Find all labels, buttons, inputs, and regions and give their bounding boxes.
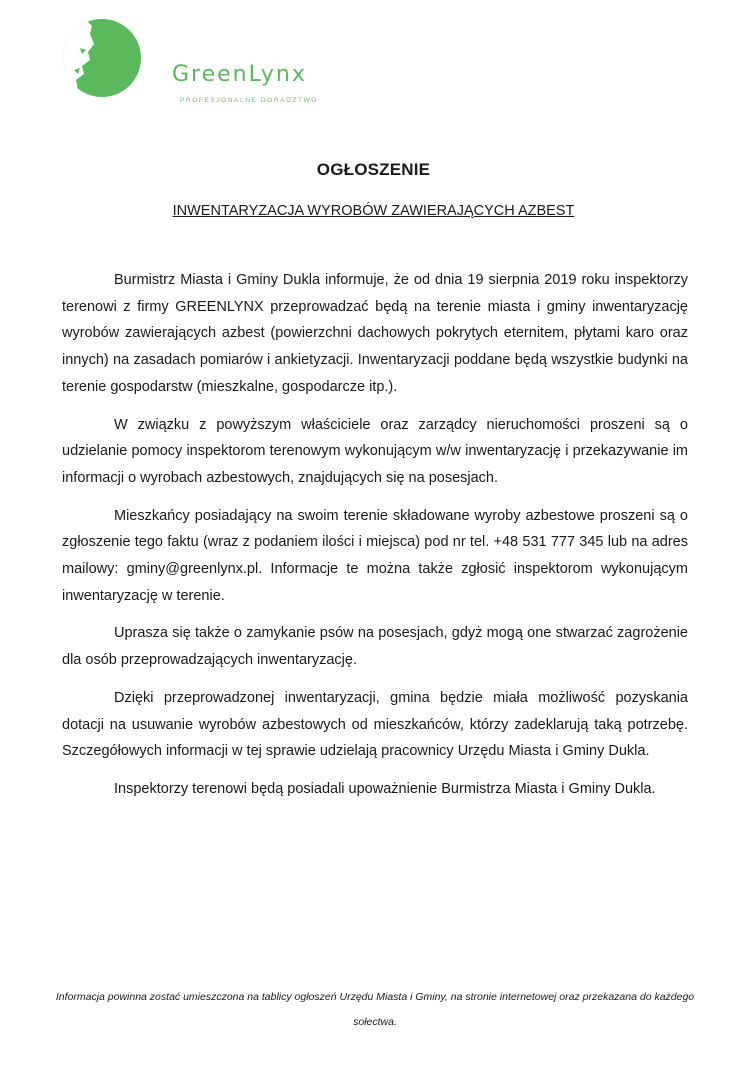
- brand-tagline: PROFESJONALNE DORADZTWO: [180, 97, 318, 104]
- greenlynx-logo: [62, 18, 362, 104]
- brand-name: GreenLynx: [172, 62, 307, 87]
- page-subtitle: INWENTARYZACJA WYROBÓW ZAWIERAJĄCYCH AZBEST: [172, 203, 575, 219]
- paragraph: Uprasza się także o zamykanie psów na posesjach, gdyż mogą one stwarzać zagrożenie dla osób przeprowadzających inwentaryzację.: [62, 625, 688, 669]
- announcement-body: [62, 267, 688, 814]
- paragraph: Burmistrz Miasta i Gminy Dukla informuje, że od dnia 19 sierpnia 2019 roku inspektorzy terenowi z firmy GREENLYNX przeprowadzać będą na terenie miasta i gminy inwentaryzację wyrobów zawierających azbest (powierzchni dachowych pokrytych eternitem, płytami karo oraz innych) na zasadach pomiarów i ankietyzacji. Inwentaryzacji poddane będą wszystkie budynki na terenie gospodarstw (mieszkalne, gospodarcze itp.).: [62, 272, 688, 395]
- lynx-head-icon: [62, 18, 142, 98]
- paragraph: Mieszkańcy posiadający na swoim terenie składowane wyroby azbestowe proszeni są o zgłoszenie tego faktu (wraz z podaniem ilości i miejsca) pod nr tel. +48 531 777 345 lub na adres mailowy: gminy@greenlynx.pl. Informacje te można także zgłosić inspektorom wykonującym inwentaryzację w terenie.: [62, 507, 688, 604]
- paragraph: Dzięki przeprowadzonej inwentaryzacji, gmina będzie miała możliwość pozyskania dotacji na usuwanie wyrobów azbestowych od mieszkańców, którzy zadeklarują taką potrzebę. Szczegółowych informacji w tej sprawie udzielają pracownicy Urzędu Miasta i Gminy Dukla.: [62, 689, 688, 760]
- paragraph: W związku z powyższym właściciele oraz zarządcy nieruchomości proszeni są o udzielanie pomocy inspektorom terenowym wykonującym w/w inwentaryzację i przekazywanie im informacji o wyrobach azbestowych, znajdujących się na posesjach.: [62, 416, 688, 486]
- paragraph: Inspektorzy terenowi będą posiadali upoważnienie Burmistrza Miasta i Gminy Dukla.: [114, 780, 656, 797]
- footer-note: Informacja powinna zostać umieszczona na tablicy ogłoszeń Urzędu Miasta i Gminy, na stronie internetowej oraz przekazana do każdego sołectwa.: [55, 991, 695, 1028]
- page-title: OGŁOSZENIE: [316, 160, 431, 179]
